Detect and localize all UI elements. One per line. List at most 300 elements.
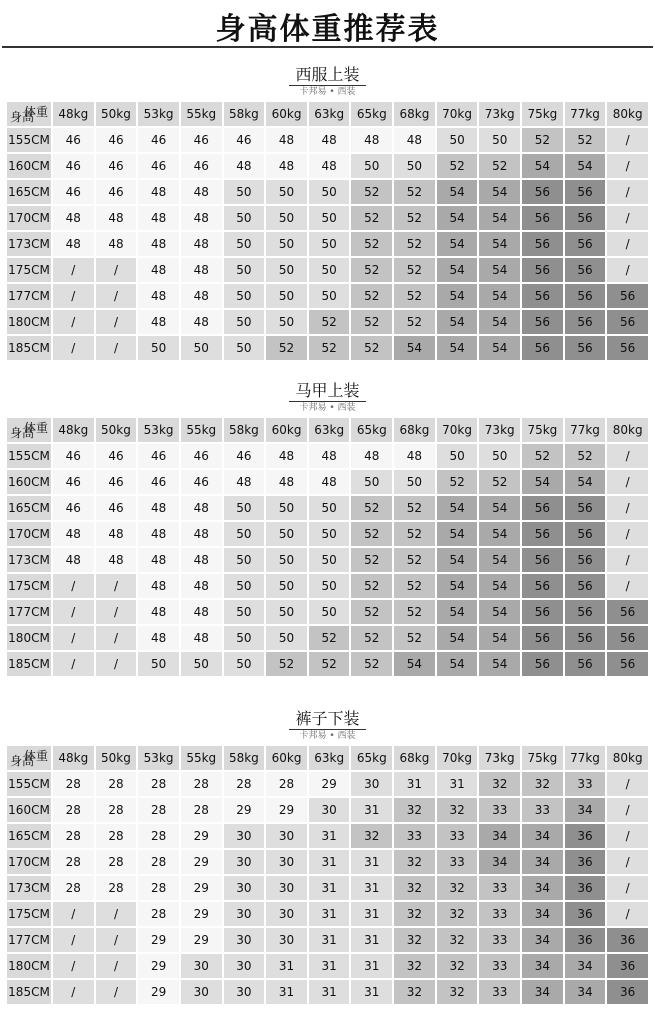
size-cell: / — [96, 284, 137, 308]
corner-cell — [7, 418, 51, 442]
size-cell: 52 — [394, 496, 435, 520]
size-cell: 32 — [437, 876, 478, 900]
size-cell: 54 — [565, 470, 606, 494]
size-cell: 46 — [53, 180, 94, 204]
size-cell: 52 — [565, 444, 606, 468]
size-cell: 50 — [309, 548, 350, 572]
size-cell: / — [607, 470, 648, 494]
size-cell: 52 — [351, 336, 392, 360]
size-cell: 52 — [394, 232, 435, 256]
height-label: 173CM — [7, 232, 51, 256]
size-cell: 56 — [565, 310, 606, 334]
size-cell: 31 — [309, 954, 350, 978]
size-cell: 28 — [181, 798, 222, 822]
size-cell: 46 — [53, 470, 94, 494]
size-cell: 52 — [309, 336, 350, 360]
size-cell: 34 — [522, 928, 563, 952]
height-label: 177CM — [7, 284, 51, 308]
size-cell: 50 — [224, 522, 265, 546]
size-cell: 46 — [181, 154, 222, 178]
size-cell: 50 — [309, 284, 350, 308]
size-cell: 50 — [479, 444, 520, 468]
size-cell: 29 — [181, 850, 222, 874]
size-cell: 34 — [565, 954, 606, 978]
weight-header: 70kg — [437, 102, 478, 126]
corner-cell — [7, 102, 51, 126]
table-row — [7, 180, 648, 204]
height-axis-label: 身高 — [10, 110, 35, 124]
size-cell: 52 — [351, 206, 392, 230]
size-cell: 34 — [522, 980, 563, 1004]
table-row — [7, 652, 648, 676]
size-cell: 32 — [437, 980, 478, 1004]
size-cell: / — [53, 336, 94, 360]
size-cell: 30 — [224, 980, 265, 1004]
size-cell: 52 — [565, 128, 606, 152]
size-cell: / — [607, 798, 648, 822]
size-cell: 48 — [309, 470, 350, 494]
size-cell: 56 — [607, 626, 648, 650]
table-row — [7, 496, 648, 520]
size-cell: / — [53, 928, 94, 952]
size-cell: 54 — [479, 652, 520, 676]
weight-header: 53kg — [138, 102, 179, 126]
height-label: 177CM — [7, 600, 51, 624]
size-cell: 56 — [522, 548, 563, 572]
size-cell: 48 — [266, 444, 307, 468]
size-cell: 56 — [522, 232, 563, 256]
weight-header: 48kg — [53, 102, 94, 126]
size-cell: 36 — [565, 850, 606, 874]
size-cell: 48 — [181, 522, 222, 546]
size-cell: 50 — [266, 522, 307, 546]
size-cell: 36 — [565, 902, 606, 926]
size-cell: 46 — [138, 154, 179, 178]
size-cell: 56 — [522, 574, 563, 598]
size-cell: 50 — [266, 284, 307, 308]
size-cell: 48 — [181, 496, 222, 520]
size-cell: 52 — [266, 336, 307, 360]
size-cell: / — [53, 310, 94, 334]
size-cell: 48 — [181, 258, 222, 282]
size-cell: 52 — [351, 652, 392, 676]
size-cell: 54 — [437, 548, 478, 572]
size-cell: 31 — [351, 902, 392, 926]
size-cell: 50 — [309, 258, 350, 282]
size-cell: 30 — [266, 824, 307, 848]
size-cell: / — [607, 258, 648, 282]
size-cell: 50 — [394, 154, 435, 178]
size-cell: 28 — [53, 824, 94, 848]
size-cell: 54 — [437, 336, 478, 360]
size-cell: 46 — [96, 444, 137, 468]
size-cell: 48 — [266, 128, 307, 152]
size-cell: 54 — [479, 284, 520, 308]
size-cell: 28 — [53, 850, 94, 874]
size-cell: / — [607, 444, 648, 468]
size-cell: / — [96, 902, 137, 926]
size-cell: 28 — [138, 876, 179, 900]
weight-axis-label: 体重 — [23, 749, 48, 763]
size-cell: 54 — [479, 600, 520, 624]
size-cell: 48 — [224, 154, 265, 178]
weight-header: 58kg — [224, 102, 265, 126]
size-cell: / — [607, 496, 648, 520]
size-cell: 46 — [96, 470, 137, 494]
size-cell: 31 — [309, 850, 350, 874]
size-cell: 48 — [138, 232, 179, 256]
size-cell: 31 — [309, 928, 350, 952]
size-cell: 50 — [309, 496, 350, 520]
size-cell: 33 — [479, 902, 520, 926]
height-label: 160CM — [7, 154, 51, 178]
size-cell: 56 — [522, 180, 563, 204]
size-cell: 54 — [479, 232, 520, 256]
size-cell: 54 — [437, 310, 478, 334]
size-cell: 50 — [266, 232, 307, 256]
table-row — [7, 928, 648, 952]
size-cell: / — [53, 626, 94, 650]
weight-header: 75kg — [522, 746, 563, 770]
size-cell: 32 — [394, 876, 435, 900]
size-cell: / — [607, 232, 648, 256]
height-label: 180CM — [7, 954, 51, 978]
size-cell: / — [53, 284, 94, 308]
size-cell: 33 — [479, 798, 520, 822]
size-cell: 30 — [351, 772, 392, 796]
size-cell: 48 — [53, 206, 94, 230]
size-cell: 50 — [224, 232, 265, 256]
size-cell: 32 — [394, 954, 435, 978]
table-row — [7, 310, 648, 334]
height-label: 170CM — [7, 522, 51, 546]
size-cell: 54 — [479, 548, 520, 572]
size-cell: 50 — [224, 574, 265, 598]
size-cell: 46 — [96, 128, 137, 152]
size-cell: / — [53, 258, 94, 282]
size-cell: 54 — [437, 626, 478, 650]
size-cell: 46 — [53, 444, 94, 468]
size-cell: 33 — [479, 980, 520, 1004]
size-cell: 28 — [138, 850, 179, 874]
size-cell: 52 — [394, 310, 435, 334]
size-cell: 46 — [138, 470, 179, 494]
size-cell: 56 — [565, 336, 606, 360]
size-cell: 32 — [437, 798, 478, 822]
weight-header: 65kg — [351, 102, 392, 126]
size-cell: 31 — [309, 902, 350, 926]
size-cell: 54 — [437, 522, 478, 546]
size-cell: 56 — [565, 548, 606, 572]
trousers-section — [5, 700, 650, 1006]
size-cell: / — [96, 574, 137, 598]
weight-header: 55kg — [181, 418, 222, 442]
size-cell: 30 — [181, 954, 222, 978]
weight-header: 48kg — [53, 418, 94, 442]
size-cell: / — [96, 600, 137, 624]
height-label: 175CM — [7, 902, 51, 926]
size-cell: 50 — [309, 206, 350, 230]
size-cell: / — [96, 980, 137, 1004]
size-cell: 54 — [479, 206, 520, 230]
size-cell: 54 — [437, 574, 478, 598]
size-cell: 50 — [224, 180, 265, 204]
size-cell: 50 — [479, 128, 520, 152]
size-cell: 48 — [181, 626, 222, 650]
size-cell: 32 — [394, 980, 435, 1004]
header-row — [7, 746, 648, 770]
weight-header: 73kg — [479, 418, 520, 442]
size-cell: 56 — [607, 652, 648, 676]
size-cell: 48 — [53, 522, 94, 546]
height-label: 173CM — [7, 876, 51, 900]
table-row — [7, 626, 648, 650]
section-subtitle: 卡邦易 • 西装 — [299, 731, 356, 741]
size-cell: / — [96, 928, 137, 952]
size-cell: 30 — [224, 928, 265, 952]
size-cell: 48 — [181, 232, 222, 256]
size-cell: 50 — [224, 284, 265, 308]
size-cell: 28 — [96, 772, 137, 796]
size-cell: 52 — [437, 154, 478, 178]
size-cell: 54 — [479, 258, 520, 282]
size-cell: 36 — [565, 928, 606, 952]
size-cell: 46 — [96, 496, 137, 520]
size-cell: 36 — [607, 980, 648, 1004]
size-table — [5, 100, 650, 362]
vest-section — [5, 372, 650, 678]
size-cell: 54 — [394, 652, 435, 676]
size-cell: 33 — [479, 928, 520, 952]
weight-header: 70kg — [437, 746, 478, 770]
weight-header: 63kg — [309, 746, 350, 770]
size-cell: 56 — [522, 310, 563, 334]
size-cell: 31 — [351, 928, 392, 952]
size-cell: 56 — [522, 336, 563, 360]
weight-header: 60kg — [266, 102, 307, 126]
size-cell: 50 — [394, 470, 435, 494]
size-cell: / — [96, 310, 137, 334]
height-label: 170CM — [7, 850, 51, 874]
height-label: 160CM — [7, 798, 51, 822]
size-cell: 52 — [309, 652, 350, 676]
size-cell: 52 — [351, 180, 392, 204]
size-cell: 36 — [565, 876, 606, 900]
height-label: 155CM — [7, 772, 51, 796]
size-cell: 30 — [266, 850, 307, 874]
size-cell: 48 — [53, 232, 94, 256]
weight-axis-label: 体重 — [23, 421, 48, 435]
height-label: 165CM — [7, 496, 51, 520]
weight-header: 48kg — [53, 746, 94, 770]
size-cell: 32 — [437, 928, 478, 952]
size-cell: 28 — [224, 772, 265, 796]
size-cell: 28 — [138, 798, 179, 822]
size-cell: 52 — [351, 258, 392, 282]
size-cell: 28 — [53, 798, 94, 822]
size-cell: 56 — [565, 652, 606, 676]
size-cell: 48 — [181, 548, 222, 572]
size-cell: / — [607, 154, 648, 178]
section-header — [5, 56, 650, 100]
size-cell: 48 — [266, 470, 307, 494]
section-subtitle: 卡邦易 • 西装 — [299, 403, 356, 413]
table-row — [7, 772, 648, 796]
weight-header: 80kg — [607, 746, 648, 770]
table-row — [7, 876, 648, 900]
size-cell: 54 — [479, 574, 520, 598]
size-cell: 50 — [138, 652, 179, 676]
table-row — [7, 206, 648, 230]
size-cell: 48 — [138, 496, 179, 520]
size-cell: / — [53, 574, 94, 598]
size-cell: 52 — [351, 496, 392, 520]
size-cell: 36 — [607, 954, 648, 978]
size-cell: / — [607, 206, 648, 230]
size-cell: 31 — [309, 980, 350, 1004]
size-cell: / — [96, 258, 137, 282]
size-cell: 33 — [394, 824, 435, 848]
table-row — [7, 522, 648, 546]
weight-header: 68kg — [394, 746, 435, 770]
size-cell: / — [607, 850, 648, 874]
size-cell: 32 — [351, 824, 392, 848]
size-cell: 52 — [351, 626, 392, 650]
size-cell: 46 — [53, 496, 94, 520]
weight-header: 68kg — [394, 102, 435, 126]
size-cell: 50 — [266, 574, 307, 598]
size-cell: 52 — [522, 128, 563, 152]
page-title: 身高体重推荐表 — [215, 12, 440, 47]
size-cell: 54 — [437, 206, 478, 230]
weight-header: 50kg — [96, 418, 137, 442]
size-cell: 56 — [565, 206, 606, 230]
height-label: 185CM — [7, 652, 51, 676]
section-subtitle: 卡邦易 • 西装 — [299, 87, 356, 97]
size-cell: 29 — [181, 902, 222, 926]
size-cell: 28 — [53, 772, 94, 796]
size-cell: 54 — [479, 336, 520, 360]
size-cell: 28 — [96, 850, 137, 874]
size-cell: 50 — [224, 548, 265, 572]
size-cell: 54 — [565, 154, 606, 178]
size-cell: 52 — [394, 284, 435, 308]
table-row — [7, 154, 648, 178]
size-cell: 50 — [266, 600, 307, 624]
size-cell: 30 — [224, 902, 265, 926]
size-cell: 56 — [565, 600, 606, 624]
size-cell: / — [53, 652, 94, 676]
size-cell: / — [96, 652, 137, 676]
size-cell: 50 — [224, 258, 265, 282]
table-row — [7, 232, 648, 256]
size-cell: / — [607, 772, 648, 796]
size-cell: 52 — [351, 600, 392, 624]
size-table — [5, 416, 650, 678]
height-label: 177CM — [7, 928, 51, 952]
height-label: 175CM — [7, 574, 51, 598]
size-cell: 50 — [266, 496, 307, 520]
size-cell: 56 — [522, 626, 563, 650]
size-cell: 50 — [437, 128, 478, 152]
size-cell: 52 — [394, 574, 435, 598]
size-cell: 28 — [96, 824, 137, 848]
size-cell: 48 — [309, 444, 350, 468]
size-cell: 50 — [224, 310, 265, 334]
size-cell: 34 — [522, 954, 563, 978]
size-cell: 32 — [394, 850, 435, 874]
size-cell: 48 — [351, 444, 392, 468]
size-cell: 48 — [181, 180, 222, 204]
size-cell: 48 — [181, 600, 222, 624]
size-cell: 28 — [138, 824, 179, 848]
size-cell: 54 — [437, 284, 478, 308]
height-label: 165CM — [7, 180, 51, 204]
height-axis-label: 身高 — [10, 754, 35, 768]
size-cell: 54 — [437, 600, 478, 624]
section-header — [5, 700, 650, 744]
weight-header: 75kg — [522, 102, 563, 126]
size-cell: 52 — [394, 258, 435, 282]
size-cell: 48 — [138, 180, 179, 204]
weight-header: 73kg — [479, 746, 520, 770]
size-cell: 50 — [309, 600, 350, 624]
height-label: 185CM — [7, 980, 51, 1004]
size-cell: 30 — [224, 954, 265, 978]
size-cell: / — [607, 180, 648, 204]
weight-header: 50kg — [96, 102, 137, 126]
size-cell: 31 — [309, 824, 350, 848]
size-cell: 31 — [351, 798, 392, 822]
size-cell: 31 — [266, 980, 307, 1004]
table-row — [7, 258, 648, 282]
size-cell: 29 — [138, 954, 179, 978]
size-cell: 56 — [522, 600, 563, 624]
table-row — [7, 574, 648, 598]
size-cell: 30 — [309, 798, 350, 822]
size-cell: 31 — [351, 876, 392, 900]
size-cell: 30 — [266, 876, 307, 900]
table-row — [7, 980, 648, 1004]
size-cell: 50 — [351, 470, 392, 494]
weight-header: 70kg — [437, 418, 478, 442]
size-cell: 50 — [181, 652, 222, 676]
size-cell: 54 — [437, 496, 478, 520]
size-cell: 50 — [266, 206, 307, 230]
size-cell: 46 — [53, 154, 94, 178]
size-cell: 56 — [565, 180, 606, 204]
size-cell: 30 — [224, 824, 265, 848]
size-cell: 34 — [565, 798, 606, 822]
size-cell: 46 — [96, 180, 137, 204]
weight-header: 53kg — [138, 418, 179, 442]
size-cell: 48 — [96, 206, 137, 230]
size-cell: 28 — [138, 902, 179, 926]
size-cell: 46 — [181, 444, 222, 468]
size-cell: 50 — [437, 444, 478, 468]
size-cell: 29 — [181, 928, 222, 952]
size-cell: 54 — [479, 496, 520, 520]
size-cell: 54 — [437, 258, 478, 282]
section-title: 西服上装 — [289, 65, 365, 86]
size-cell: 48 — [181, 206, 222, 230]
size-cell: 54 — [437, 232, 478, 256]
header-row — [7, 102, 648, 126]
size-cell: 50 — [351, 154, 392, 178]
height-label: 180CM — [7, 310, 51, 334]
table-row — [7, 824, 648, 848]
weight-header: 50kg — [96, 746, 137, 770]
